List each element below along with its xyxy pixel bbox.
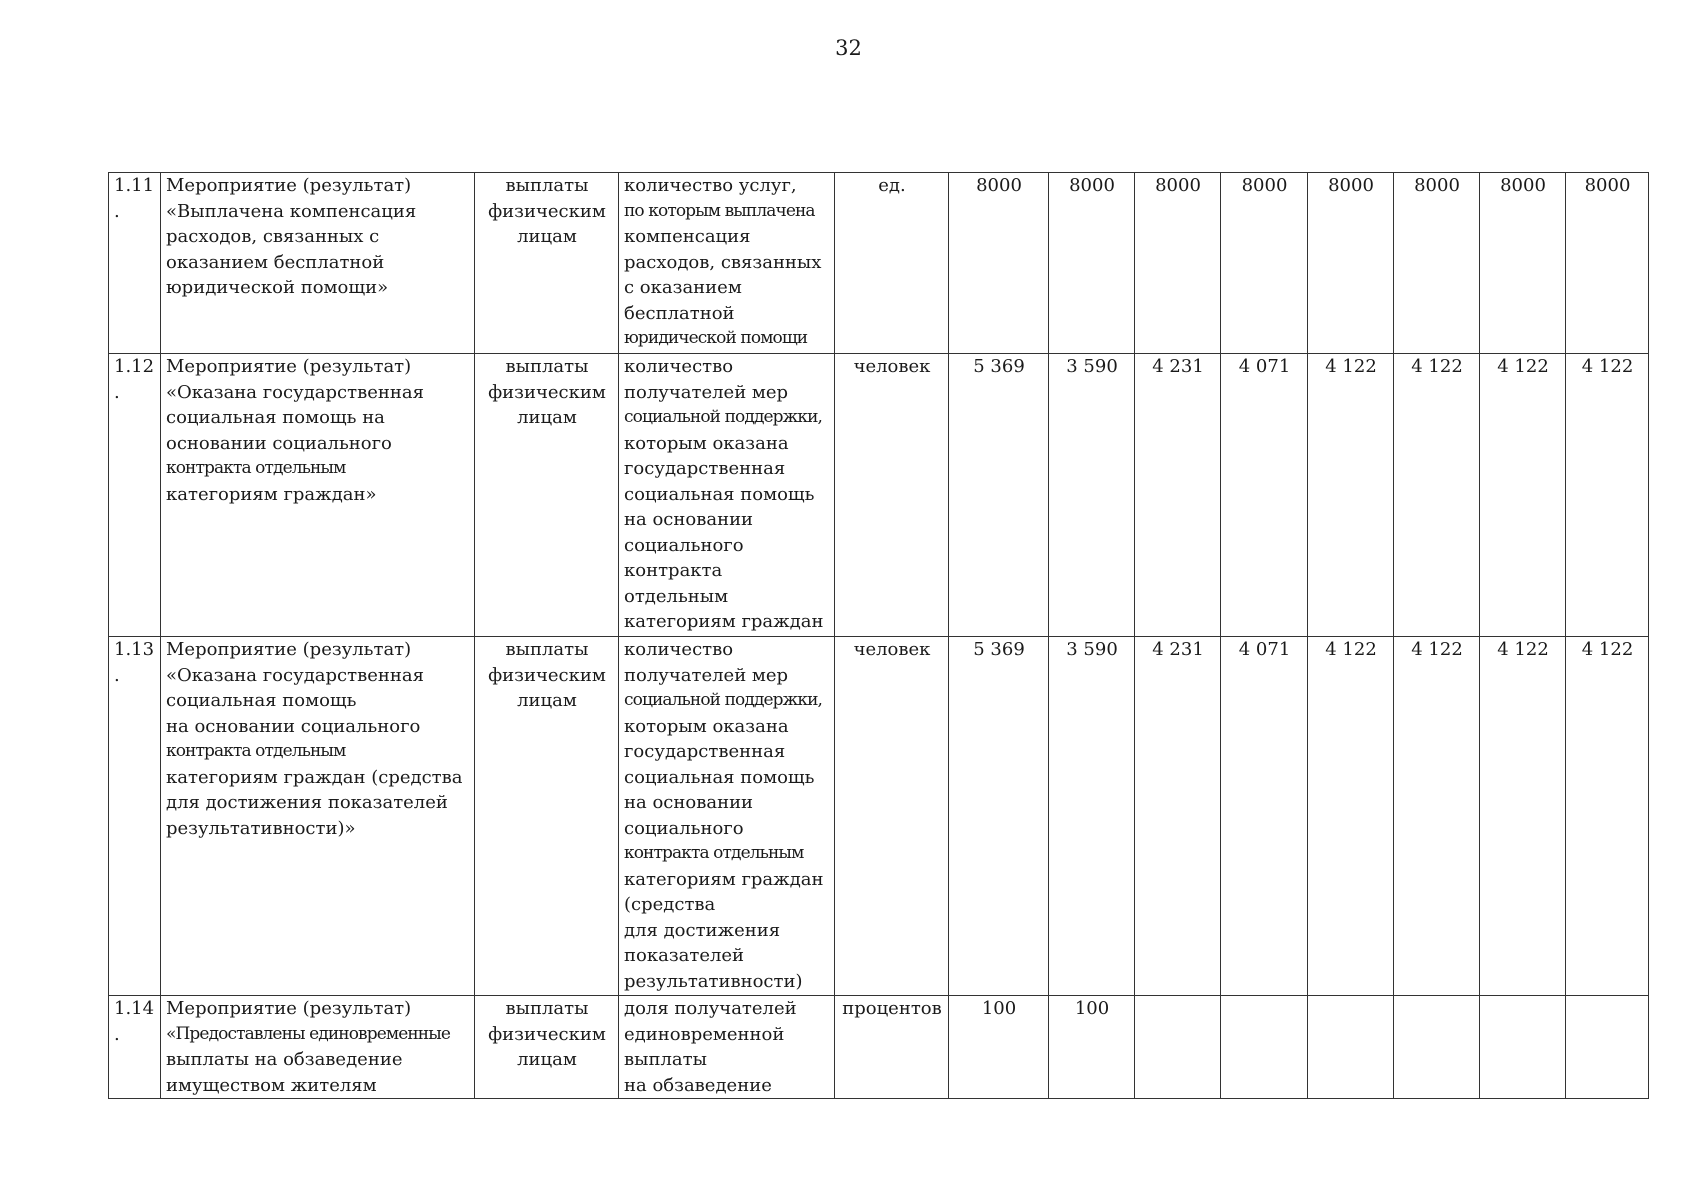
text-line: бесплатной [624, 302, 735, 324]
text-line: количество услуг, [624, 175, 797, 196]
text-line: доля получателей [624, 998, 797, 1019]
type-cell [475, 354, 619, 637]
text-line: Мероприятие (результат) [166, 175, 412, 196]
text-line: социальная помощь на [166, 407, 385, 428]
text-line: расходов, связанных [624, 251, 822, 273]
text-line: для достижения показателей [166, 792, 448, 813]
text-line: количество [624, 356, 734, 377]
indicator-cell [619, 173, 835, 354]
text-line: с оказанием [624, 277, 742, 298]
event-cell [161, 354, 475, 637]
text-line: физическим [488, 381, 606, 403]
text-line: оказанием бесплатной [166, 251, 385, 273]
text-line: количество [624, 639, 734, 660]
text-line: расходов, связанных с [166, 226, 380, 247]
value-cell: 4 122 [1566, 637, 1649, 996]
value-cell: 3 590 [1049, 354, 1135, 637]
value-cell [1566, 996, 1649, 1099]
text-line: по которым выплачена [624, 200, 815, 221]
value-cell: 4 231 [1135, 637, 1221, 996]
unit-cell: процентов [835, 996, 949, 1099]
unit-cell: ед. [835, 173, 949, 354]
value-cell: 8000 [1394, 173, 1480, 354]
data-table [108, 172, 1649, 1099]
row-number: 1.12. [109, 354, 161, 637]
text-line: результативности) [624, 970, 803, 992]
text-line: имуществом жителям [166, 1074, 377, 1096]
text-line: выплаты [505, 356, 589, 377]
text-line: которым оказана [624, 715, 789, 737]
page-number: 32 [835, 36, 862, 60]
event-cell [161, 173, 475, 354]
text-line: категориям граждан [624, 611, 824, 632]
value-cell: 4 231 [1135, 354, 1221, 637]
text-line: которым оказана [624, 432, 789, 454]
value-cell: 8000 [1566, 173, 1649, 354]
type-cell [475, 637, 619, 996]
text-line: Мероприятие (результат) [166, 639, 412, 660]
text-line: для достижения [624, 919, 781, 941]
text-line: на основании [624, 792, 754, 813]
row-number: 1.14. [109, 996, 161, 1099]
value-cell [1480, 996, 1566, 1099]
text-line: физическим [488, 664, 606, 686]
value-cell: 8000 [1480, 173, 1566, 354]
text-line: «Выплачена компенсация [166, 200, 417, 222]
value-cell: 3 590 [1049, 637, 1135, 996]
value-cell: 4 122 [1566, 354, 1649, 637]
text-line: выплаты [505, 175, 589, 196]
value-cell [1394, 996, 1480, 1099]
text-line: выплаты [505, 998, 589, 1019]
text-line: компенсация [624, 226, 751, 247]
event-cell [161, 637, 475, 996]
value-cell: 4 071 [1221, 637, 1308, 996]
type-cell [475, 996, 619, 1099]
value-cell: 5 369 [949, 637, 1049, 996]
value-cell: 4 122 [1308, 637, 1394, 996]
text-line: лицам [517, 1049, 577, 1070]
text-line: категориям граждан (средства [166, 766, 463, 788]
value-cell: 100 [949, 996, 1049, 1099]
value-cell: 4 122 [1480, 637, 1566, 996]
text-line: показателей [624, 945, 745, 966]
text-line: физическим [488, 1023, 606, 1045]
value-cell: 4 122 [1308, 354, 1394, 637]
table-row [109, 637, 1649, 996]
text-line: Мероприятие (результат) [166, 356, 412, 377]
text-line: результативности)» [166, 817, 356, 839]
text-line: Мероприятие (результат) [166, 998, 412, 1019]
text-line: физическим [488, 200, 606, 222]
table-row [109, 996, 1649, 1099]
text-line: основании социального [166, 432, 392, 454]
value-cell [1308, 996, 1394, 1099]
value-cell: 5 369 [949, 354, 1049, 637]
text-line: категориям граждан [624, 868, 824, 890]
text-line: социальная помощь [624, 766, 815, 788]
text-line: юридической помощи» [166, 277, 389, 298]
text-line: единовременной [624, 1023, 785, 1045]
value-cell: 8000 [1308, 173, 1394, 354]
text-line: выплаты [624, 1049, 707, 1070]
text-line: лицам [517, 690, 577, 711]
text-line: на обзаведение [624, 1074, 772, 1096]
value-cell: 100 [1049, 996, 1135, 1099]
text-line: (средства [624, 894, 716, 915]
text-line: «Предоставлены единовременные [166, 1023, 451, 1044]
text-line: «Оказана государственная [166, 381, 424, 403]
type-cell [475, 173, 619, 354]
text-line: на основании [624, 509, 754, 530]
text-line: контракта отдельным [624, 843, 804, 863]
text-line: контракта отдельным [166, 741, 346, 761]
text-line: на основании социального [166, 715, 421, 737]
text-line: получателей мер [624, 664, 789, 686]
text-line: лицам [517, 226, 577, 247]
indicator-cell [619, 996, 835, 1099]
unit-cell: человек [835, 637, 949, 996]
text-line: получателей мер [624, 381, 789, 403]
table-row [109, 354, 1649, 637]
value-cell: 8000 [1049, 173, 1135, 354]
value-cell: 4 122 [1480, 354, 1566, 637]
text-line: социальной поддержки, [624, 407, 823, 427]
text-line: выплаты [505, 639, 589, 660]
row-number: 1.11. [109, 173, 161, 354]
text-line: отдельным [624, 585, 729, 607]
text-line: социальная помощь [624, 483, 815, 505]
row-number: 1.13. [109, 637, 161, 996]
text-line: социального [624, 534, 744, 556]
table-row [109, 173, 1649, 354]
text-line: социальная помощь [166, 690, 357, 711]
text-line: выплаты на обзаведение [166, 1049, 403, 1070]
text-line: социального [624, 817, 744, 839]
text-line: «Оказана государственная [166, 664, 424, 686]
text-line: социальной поддержки, [624, 690, 823, 710]
value-cell: 8000 [949, 173, 1049, 354]
value-cell [1135, 996, 1221, 1099]
text-line: контракта отдельным [166, 458, 346, 478]
text-line: лицам [517, 407, 577, 428]
unit-cell: человек [835, 354, 949, 637]
value-cell: 4 071 [1221, 354, 1308, 637]
text-line: юридической помощи [624, 328, 808, 348]
value-cell: 4 122 [1394, 354, 1480, 637]
value-cell: 8000 [1221, 173, 1308, 354]
event-cell [161, 996, 475, 1099]
value-cell: 8000 [1135, 173, 1221, 354]
value-cell: 4 122 [1394, 637, 1480, 996]
text-line: категориям граждан» [166, 483, 377, 505]
indicator-cell [619, 354, 835, 637]
value-cell [1221, 996, 1308, 1099]
text-line: государственная [624, 458, 786, 479]
text-line: контракта [624, 560, 723, 581]
indicator-cell [619, 637, 835, 996]
text-line: государственная [624, 741, 786, 762]
